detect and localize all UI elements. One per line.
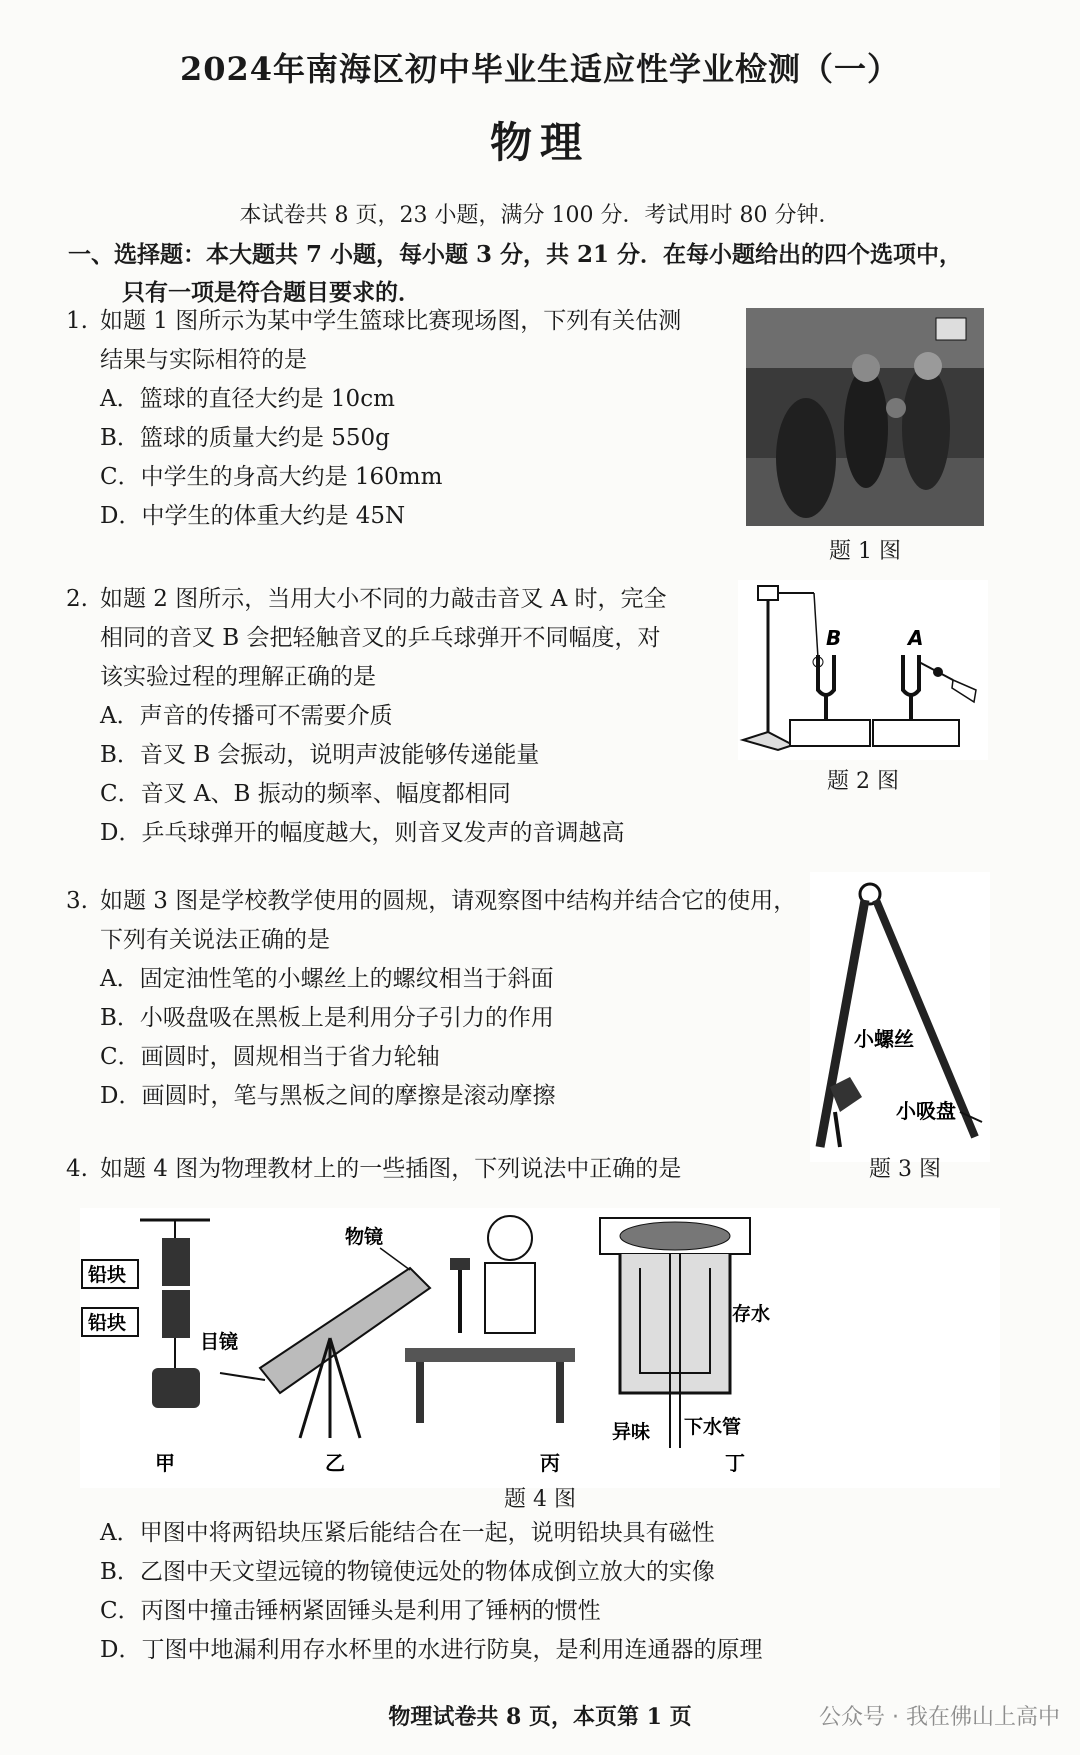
option-d: D．乒乓球弹开的幅度越大，则音叉发声的音调越高: [100, 820, 625, 846]
basketball-photo: [746, 308, 984, 526]
option-d: D．丁图中地漏利用存水杯里的水进行防臭，是利用连通器的原理: [100, 1637, 763, 1663]
tuning-fork-figure: [738, 580, 988, 760]
objective-lens-label: 物镜: [345, 1226, 384, 1248]
sub-label-jia: 甲: [155, 1451, 175, 1475]
odor-label: 异味: [612, 1421, 651, 1443]
exam-intro: 本试卷共 8 页，23 小题，满分 100 分．考试用时 80 分钟．: [239, 203, 841, 228]
compass-diagram: [810, 872, 990, 1162]
question-1: [66, 302, 726, 536]
figure-1-caption: 题 1 图: [829, 539, 901, 564]
option-a: A．甲图中将两铅块压紧后能结合在一起，说明铅块具有磁性: [100, 1520, 715, 1546]
figure-4: [80, 1208, 1000, 1488]
option-c: C．画圆时，圆规相当于省力轮轴: [100, 1044, 440, 1070]
figure-2-caption: 题 2 图: [827, 769, 899, 794]
basketball-scene: [746, 308, 984, 526]
question-stem-line: 该实验过程的理解正确的是: [100, 664, 376, 690]
option-d: D．画圆时，笔与黑板之间的摩擦是滚动摩擦: [100, 1083, 556, 1109]
drain-pipe-label: 下水管: [684, 1416, 742, 1438]
eyepiece-label: 目镜: [200, 1331, 239, 1353]
section-line-1: 一、选择题：本大题共 7 小题，每小题 3 分，共 21 分．在每小题给出的四个选项中，: [68, 241, 963, 268]
suction-cup-label: 小吸盘: [896, 1099, 956, 1123]
question-4-options: [66, 1514, 966, 1670]
question-stem-line: 如题 2 图所示，当用大小不同的力敲击音叉 A 时，完全: [100, 586, 667, 612]
subject-title: 物理: [489, 118, 590, 167]
question-number: 3.: [66, 888, 88, 914]
tuning-fork-diagram: [738, 580, 988, 760]
option-c: C．音叉 A、B 振动的频率、幅度都相同: [100, 781, 511, 807]
option-b: B．乙图中天文望远镜的物镜使远处的物体成倒立放大的实像: [100, 1559, 715, 1585]
question-3: [66, 882, 846, 1116]
option-c: C．丙图中撞击锤柄紧固锤头是利用了锤柄的惯性: [100, 1598, 601, 1624]
option-a: A．固定油性笔的小螺丝上的螺纹相当于斜面: [100, 966, 554, 992]
question-2: [66, 580, 746, 853]
lead-block-label-2: 铅块: [88, 1312, 127, 1334]
fork-b-label: B: [826, 626, 842, 650]
question-number: 4.: [66, 1156, 88, 1182]
question-number: 1.: [66, 308, 88, 334]
section-line-2: 只有一项是符合题目要求的．: [122, 279, 421, 306]
option-a: A．声音的传播可不需要介质: [100, 703, 393, 729]
section-heading: [68, 236, 1028, 312]
small-screw-label: 小螺丝: [854, 1027, 914, 1051]
option-b: B．篮球的质量大约是 550g: [100, 425, 390, 451]
page-footer: 物理试卷共 8 页，本页第 1 页: [388, 1704, 692, 1730]
option-b: B．音叉 B 会振动，说明声波能够传递能量: [100, 742, 540, 768]
fork-a-label: A: [908, 626, 924, 650]
option-c: C．中学生的身高大约是 160mm: [100, 464, 443, 490]
question-4: [66, 1150, 786, 1189]
compass-figure: [810, 872, 990, 1162]
lead-block-label-1: 铅块: [88, 1264, 127, 1286]
option-b: B．小吸盘吸在黑板上是利用分子引力的作用: [100, 1005, 554, 1031]
watermark: 公众号 · 我在佛山上高中: [819, 1705, 1060, 1730]
sub-label-bing: 丙: [540, 1451, 560, 1475]
question-stem-line: 如题 3 图是学校教学使用的圆规，请观察图中结构并结合它的使用，: [100, 888, 797, 914]
figure-4-caption: 题 4 图: [504, 1487, 576, 1512]
exam-title: 2024年南海区初中毕业生适应性学业检测（一）: [179, 50, 901, 88]
question-stem-line: 下列有关说法正确的是: [100, 927, 330, 953]
sub-label-yi: 乙: [325, 1451, 345, 1475]
option-d: D．中学生的体重大约是 45N: [100, 503, 406, 529]
water-cup-label: 存水: [732, 1303, 771, 1325]
question-stem-line: 如题 4 图为物理教材上的一些插图，下列说法中正确的是: [100, 1156, 682, 1182]
question-stem-line: 相同的音叉 B 会把轻触音叉的乒乓球弹开不同幅度，对: [100, 625, 661, 651]
figure-3-caption: 题 3 图: [869, 1157, 941, 1182]
question-number: 2.: [66, 586, 88, 612]
question-stem-line: 结果与实际相符的是: [100, 347, 307, 373]
question-stem-line: 如题 1 图所示为某中学生篮球比赛现场图，下列有关估测: [100, 308, 682, 334]
figure-4-diagrams: [80, 1208, 1000, 1488]
sub-label-ding: 丁: [725, 1451, 745, 1475]
option-a: A．篮球的直径大约是 10cm: [100, 386, 395, 412]
